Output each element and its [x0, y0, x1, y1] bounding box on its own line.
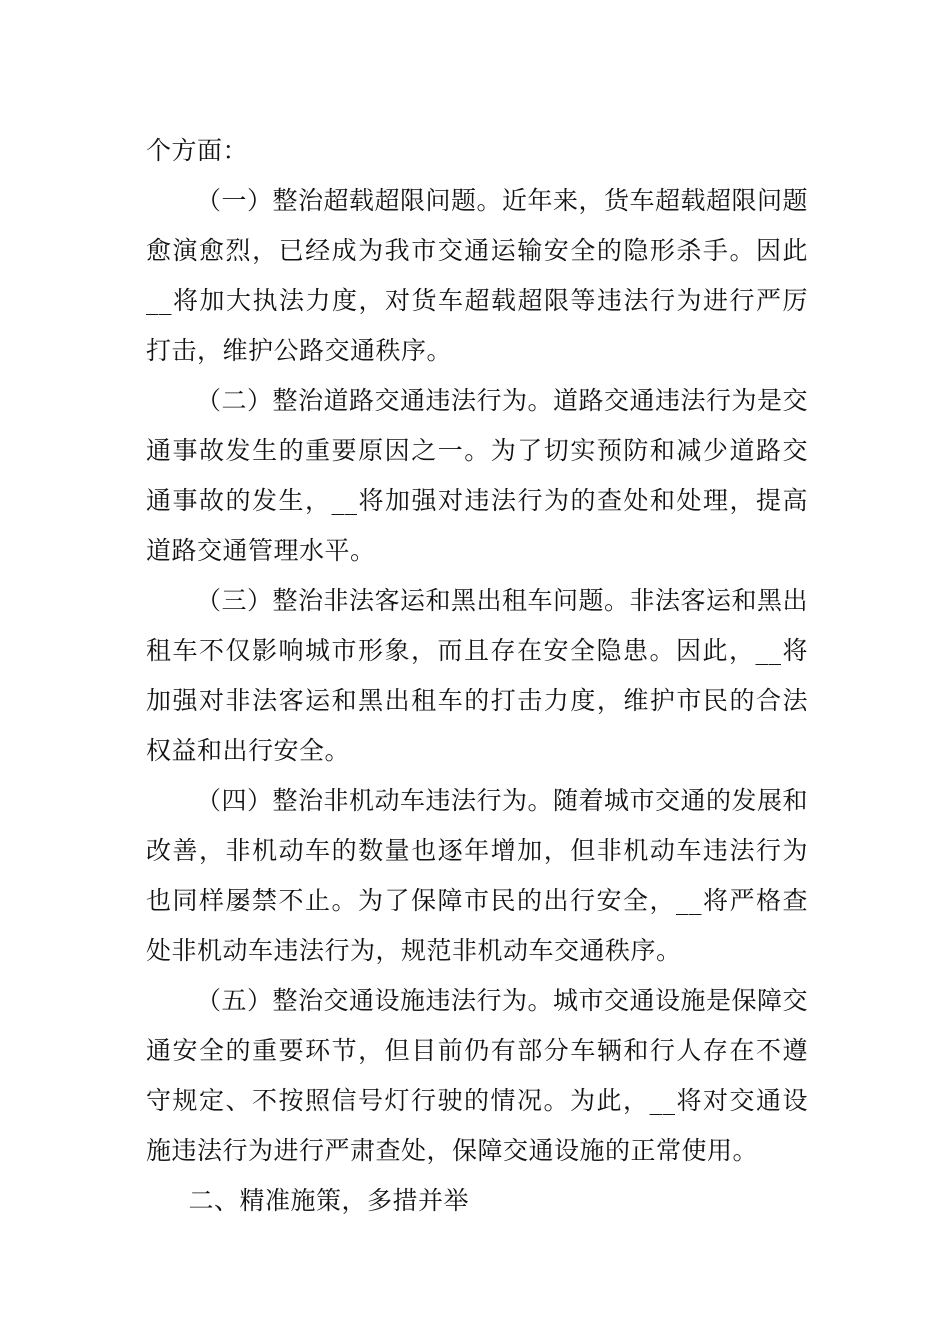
paragraph-item-4: （四）整治非机动车违法行为。随着城市交通的发展和改善，非机动车的数量也逐年增加，但非机动车违法行为也同样屡禁不止。为了保障市民的出行安全，__将严格查处非机动车违法行为，规范非机动车交通秩序。	[146, 786, 809, 965]
paragraph-continuation: 个方面：	[146, 136, 249, 165]
paragraph-item-3: （三）整治非法客运和黑出租车问题。非法客运和黑出租车不仅影响城市形象，而且存在安全隐患。因此，__将加强对非法客运和黑出租车的打击力度，维护市民的合法权益和出行安全。	[146, 586, 809, 765]
section-heading: 二、精准施策，多措并举	[188, 1186, 470, 1215]
paragraph-item-5: （五）整治交通设施违法行为。城市交通设施是保障交通安全的重要环节，但目前仍有部分车辆和行人存在不遵守规定、不按照信号灯行驶的情况。为此，__将对交通设施违法行为进行严肃查处，保障交通设施的正常使用。	[146, 986, 809, 1165]
paragraph-item-1: （一）整治超载超限问题。近年来，货车超载超限问题愈演愈烈，已经成为我市交通运输安全的隐形杀手。因此__将加大执法力度，对货车超载超限等违法行为进行严厉打击，维护公路交通秩序。	[146, 186, 809, 365]
document-page	[146, 126, 808, 1226]
paragraph-item-2: （二）整治道路交通违法行为。道路交通违法行为是交通事故发生的重要原因之一。为了切实预防和减少道路交通事故的发生，__将加强对违法行为的查处和处理，提高道路交通管理水平。	[146, 386, 809, 565]
